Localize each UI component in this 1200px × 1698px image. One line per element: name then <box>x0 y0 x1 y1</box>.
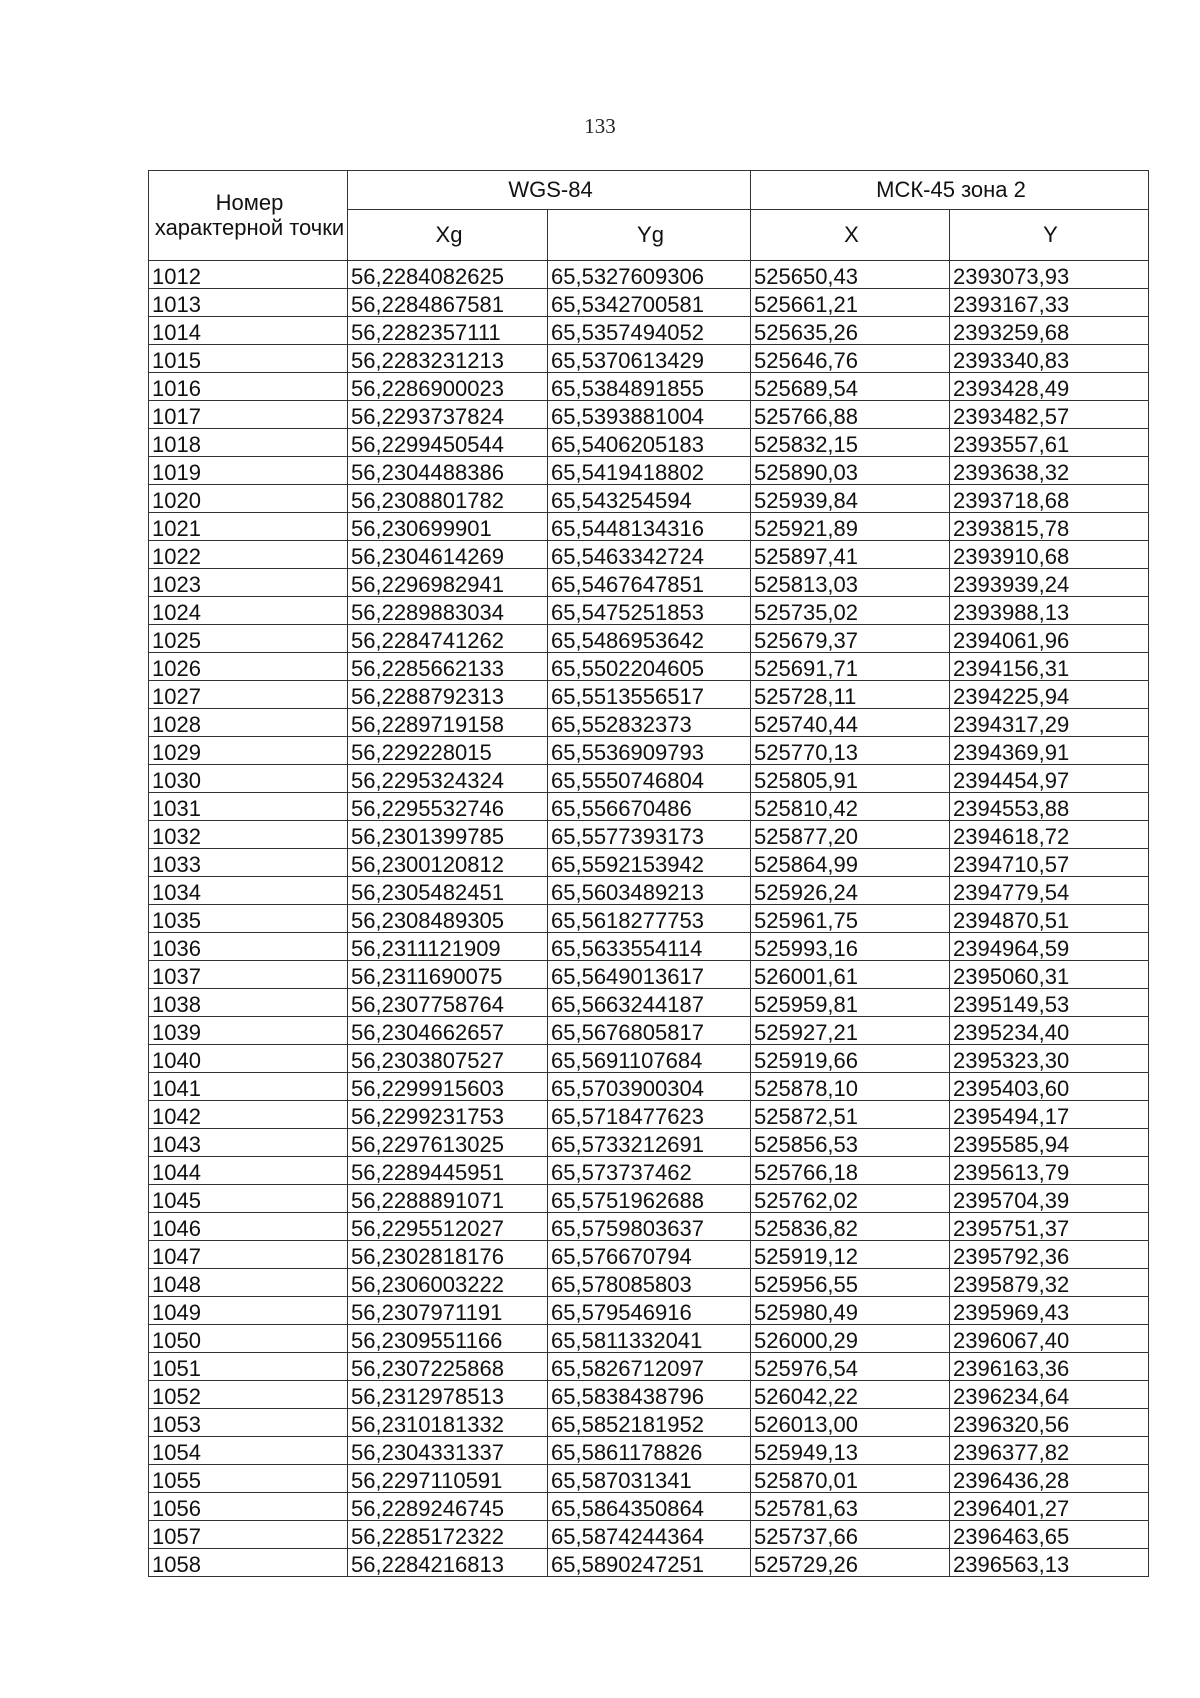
table-row <box>149 1157 1149 1185</box>
point-number-cell: 1057 <box>149 1521 348 1549</box>
y-cell: 2393167,33 <box>950 289 1149 317</box>
xg-cell: 56,2296982941 <box>348 569 548 597</box>
header-msk45: МСК-45 зона 2 <box>751 171 1149 210</box>
yg-cell: 65,543254594 <box>548 485 751 513</box>
x-cell: 525728,11 <box>751 681 950 709</box>
table-row <box>149 289 1149 317</box>
table-row <box>149 401 1149 429</box>
y-cell: 2394156,31 <box>950 653 1149 681</box>
x-cell: 525661,21 <box>751 289 950 317</box>
point-number-cell: 1047 <box>149 1241 348 1269</box>
point-number-cell: 1013 <box>149 289 348 317</box>
table-row <box>149 1241 1149 1269</box>
xg-cell: 56,2307971191 <box>348 1297 548 1325</box>
yg-cell: 65,5342700581 <box>548 289 751 317</box>
yg-cell: 65,5406205183 <box>548 429 751 457</box>
y-cell: 2395585,94 <box>950 1129 1149 1157</box>
table-body <box>149 261 1149 1577</box>
x-cell: 525926,24 <box>751 877 950 905</box>
table-row <box>149 1213 1149 1241</box>
point-number-cell: 1058 <box>149 1549 348 1577</box>
y-cell: 2395494,17 <box>950 1101 1149 1129</box>
xg-cell: 56,2285172322 <box>348 1521 548 1549</box>
table-row <box>149 485 1149 513</box>
table-row <box>149 1129 1149 1157</box>
yg-cell: 65,5448134316 <box>548 513 751 541</box>
yg-cell: 65,5852181952 <box>548 1409 751 1437</box>
yg-cell: 65,5327609306 <box>548 261 751 289</box>
yg-cell: 65,5603489213 <box>548 877 751 905</box>
yg-cell: 65,5874244364 <box>548 1521 751 1549</box>
point-number-cell: 1016 <box>149 373 348 401</box>
xg-cell: 56,2311121909 <box>348 933 548 961</box>
xg-cell: 56,2284741262 <box>348 625 548 653</box>
yg-cell: 65,5475251853 <box>548 597 751 625</box>
xg-cell: 56,2289883034 <box>348 597 548 625</box>
x-cell: 525781,63 <box>751 1493 950 1521</box>
yg-cell: 65,5691107684 <box>548 1045 751 1073</box>
x-cell: 525993,16 <box>751 933 950 961</box>
xg-cell: 56,2312978513 <box>348 1381 548 1409</box>
table-row <box>149 569 1149 597</box>
yg-cell: 65,5486953642 <box>548 625 751 653</box>
header-point-number: Номер характерной точки <box>149 171 348 261</box>
point-number-cell: 1056 <box>149 1493 348 1521</box>
point-number-cell: 1049 <box>149 1297 348 1325</box>
table-row <box>149 905 1149 933</box>
yg-cell: 65,5718477623 <box>548 1101 751 1129</box>
point-number-cell: 1017 <box>149 401 348 429</box>
xg-cell: 56,2295324324 <box>348 765 548 793</box>
table-row <box>149 541 1149 569</box>
table-row <box>149 765 1149 793</box>
yg-cell: 65,5592153942 <box>548 849 751 877</box>
point-number-cell: 1048 <box>149 1269 348 1297</box>
point-number-cell: 1052 <box>149 1381 348 1409</box>
yg-cell: 65,5513556517 <box>548 681 751 709</box>
point-number-cell: 1036 <box>149 933 348 961</box>
x-cell: 525956,55 <box>751 1269 950 1297</box>
table-row <box>149 793 1149 821</box>
table-row <box>149 1269 1149 1297</box>
table-row <box>149 1101 1149 1129</box>
y-cell: 2396401,27 <box>950 1493 1149 1521</box>
x-cell: 525872,51 <box>751 1101 950 1129</box>
xg-cell: 56,2303807527 <box>348 1045 548 1073</box>
point-number-cell: 1021 <box>149 513 348 541</box>
table-row <box>149 1297 1149 1325</box>
xg-cell: 56,2304331337 <box>348 1437 548 1465</box>
x-cell: 525870,01 <box>751 1465 950 1493</box>
x-cell: 525832,15 <box>751 429 950 457</box>
yg-cell: 65,5751962688 <box>548 1185 751 1213</box>
table-row <box>149 1549 1149 1577</box>
table-row <box>149 737 1149 765</box>
point-number-cell: 1042 <box>149 1101 348 1129</box>
xg-cell: 56,2310181332 <box>348 1409 548 1437</box>
xg-cell: 56,2289719158 <box>348 709 548 737</box>
xg-cell: 56,2308801782 <box>348 485 548 513</box>
yg-cell: 65,5703900304 <box>548 1073 751 1101</box>
table-row <box>149 1465 1149 1493</box>
table-row <box>149 1325 1149 1353</box>
yg-cell: 65,576670794 <box>548 1241 751 1269</box>
point-number-cell: 1014 <box>149 317 348 345</box>
x-cell: 525890,03 <box>751 457 950 485</box>
point-number-cell: 1018 <box>149 429 348 457</box>
yg-cell: 65,5384891855 <box>548 373 751 401</box>
x-cell: 525939,84 <box>751 485 950 513</box>
y-cell: 2393910,68 <box>950 541 1149 569</box>
y-cell: 2393073,93 <box>950 261 1149 289</box>
y-cell: 2394369,91 <box>950 737 1149 765</box>
point-number-cell: 1051 <box>149 1353 348 1381</box>
y-cell: 2395234,40 <box>950 1017 1149 1045</box>
table-row <box>149 653 1149 681</box>
y-cell: 2395792,36 <box>950 1241 1149 1269</box>
table-row <box>149 457 1149 485</box>
y-cell: 2394553,88 <box>950 793 1149 821</box>
table-header <box>149 171 1149 261</box>
y-cell: 2396163,36 <box>950 1353 1149 1381</box>
y-cell: 2396320,56 <box>950 1409 1149 1437</box>
yg-cell: 65,5357494052 <box>548 317 751 345</box>
xg-cell: 56,2308489305 <box>348 905 548 933</box>
x-cell: 525679,37 <box>751 625 950 653</box>
table-row <box>149 1437 1149 1465</box>
table-row <box>149 1493 1149 1521</box>
xg-cell: 56,2295532746 <box>348 793 548 821</box>
y-cell: 2393557,61 <box>950 429 1149 457</box>
table-row <box>149 1185 1149 1213</box>
point-number-cell: 1054 <box>149 1437 348 1465</box>
xg-cell: 56,2284867581 <box>348 289 548 317</box>
table-row <box>149 681 1149 709</box>
y-cell: 2396563,13 <box>950 1549 1149 1577</box>
yg-cell: 65,5618277753 <box>548 905 751 933</box>
x-cell: 525805,91 <box>751 765 950 793</box>
coordinates-table <box>148 170 1149 1577</box>
y-cell: 2396436,28 <box>950 1465 1149 1493</box>
xg-cell: 56,2305482451 <box>348 877 548 905</box>
y-cell: 2394454,97 <box>950 765 1149 793</box>
point-number-cell: 1015 <box>149 345 348 373</box>
point-number-cell: 1028 <box>149 709 348 737</box>
xg-cell: 56,2284216813 <box>348 1549 548 1577</box>
xg-cell: 56,2282357111 <box>348 317 548 345</box>
y-cell: 2393939,24 <box>950 569 1149 597</box>
point-number-cell: 1031 <box>149 793 348 821</box>
header-xg: Xg <box>348 210 548 261</box>
xg-cell: 56,2289246745 <box>348 1493 548 1521</box>
x-cell: 525976,54 <box>751 1353 950 1381</box>
x-cell: 525927,21 <box>751 1017 950 1045</box>
yg-cell: 65,5536909793 <box>548 737 751 765</box>
y-cell: 2393988,13 <box>950 597 1149 625</box>
table-row <box>149 849 1149 877</box>
xg-cell: 56,2304614269 <box>348 541 548 569</box>
yg-cell: 65,5759803637 <box>548 1213 751 1241</box>
y-cell: 2393482,57 <box>950 401 1149 429</box>
table-row <box>149 429 1149 457</box>
y-cell: 2396067,40 <box>950 1325 1149 1353</box>
xg-cell: 56,2297613025 <box>348 1129 548 1157</box>
xg-cell: 56,2304488386 <box>348 457 548 485</box>
x-cell: 526000,29 <box>751 1325 950 1353</box>
y-cell: 2394779,54 <box>950 877 1149 905</box>
y-cell: 2394964,59 <box>950 933 1149 961</box>
y-cell: 2393259,68 <box>950 317 1149 345</box>
y-cell: 2394317,29 <box>950 709 1149 737</box>
xg-cell: 56,2304662657 <box>348 1017 548 1045</box>
table-row <box>149 1381 1149 1409</box>
y-cell: 2394225,94 <box>950 681 1149 709</box>
yg-cell: 65,5393881004 <box>548 401 751 429</box>
xg-cell: 56,2302818176 <box>348 1241 548 1269</box>
point-number-cell: 1025 <box>149 625 348 653</box>
x-cell: 525961,75 <box>751 905 950 933</box>
xg-cell: 56,2311690075 <box>348 961 548 989</box>
table-row <box>149 317 1149 345</box>
yg-cell: 65,5811332041 <box>548 1325 751 1353</box>
y-cell: 2395323,30 <box>950 1045 1149 1073</box>
point-number-cell: 1046 <box>149 1213 348 1241</box>
x-cell: 525646,76 <box>751 345 950 373</box>
y-cell: 2394618,72 <box>950 821 1149 849</box>
yg-cell: 65,579546916 <box>548 1297 751 1325</box>
y-cell: 2395704,39 <box>950 1185 1149 1213</box>
yg-cell: 65,556670486 <box>548 793 751 821</box>
header-yg: Yg <box>548 210 751 261</box>
point-number-cell: 1044 <box>149 1157 348 1185</box>
yg-cell: 65,5577393173 <box>548 821 751 849</box>
yg-cell: 65,5502204605 <box>548 653 751 681</box>
page-number: 133 <box>584 114 616 138</box>
xg-cell: 56,230699901 <box>348 513 548 541</box>
y-cell: 2395751,37 <box>950 1213 1149 1241</box>
table-row <box>149 1017 1149 1045</box>
table-row <box>149 961 1149 989</box>
y-cell: 2396234,64 <box>950 1381 1149 1409</box>
yg-cell: 65,5838438796 <box>548 1381 751 1409</box>
xg-cell: 56,229228015 <box>348 737 548 765</box>
table-row <box>149 877 1149 905</box>
point-number-cell: 1041 <box>149 1073 348 1101</box>
y-cell: 2396377,82 <box>950 1437 1149 1465</box>
y-cell: 2395969,43 <box>950 1297 1149 1325</box>
x-cell: 525650,43 <box>751 261 950 289</box>
point-number-cell: 1038 <box>149 989 348 1017</box>
yg-cell: 65,5467647851 <box>548 569 751 597</box>
x-cell: 525919,12 <box>751 1241 950 1269</box>
table-row <box>149 933 1149 961</box>
header-wgs84: WGS-84 <box>348 171 751 210</box>
xg-cell: 56,2286900023 <box>348 373 548 401</box>
x-cell: 525635,26 <box>751 317 950 345</box>
yg-cell: 65,5633554114 <box>548 933 751 961</box>
xg-cell: 56,2285662133 <box>348 653 548 681</box>
point-number-cell: 1033 <box>149 849 348 877</box>
table-row <box>149 625 1149 653</box>
y-cell: 2393340,83 <box>950 345 1149 373</box>
y-cell: 2394870,51 <box>950 905 1149 933</box>
point-number-cell: 1024 <box>149 597 348 625</box>
x-cell: 525897,41 <box>751 541 950 569</box>
xg-cell: 56,2307758764 <box>348 989 548 1017</box>
yg-cell: 65,5463342724 <box>548 541 751 569</box>
xg-cell: 56,2307225868 <box>348 1353 548 1381</box>
yg-cell: 65,5676805817 <box>548 1017 751 1045</box>
table-row <box>149 513 1149 541</box>
xg-cell: 56,2295512027 <box>348 1213 548 1241</box>
x-cell: 526013,00 <box>751 1409 950 1437</box>
x-cell: 525959,81 <box>751 989 950 1017</box>
yg-cell: 65,573737462 <box>548 1157 751 1185</box>
yg-cell: 65,5890247251 <box>548 1549 751 1577</box>
xg-cell: 56,2306003222 <box>348 1269 548 1297</box>
xg-cell: 56,2299231753 <box>348 1101 548 1129</box>
y-cell: 2395403,60 <box>950 1073 1149 1101</box>
x-cell: 525740,44 <box>751 709 950 737</box>
xg-cell: 56,2283231213 <box>348 345 548 373</box>
y-cell: 2393815,78 <box>950 513 1149 541</box>
xg-cell: 56,2288891071 <box>348 1185 548 1213</box>
table-row <box>149 1353 1149 1381</box>
table-row <box>149 1521 1149 1549</box>
yg-cell: 65,5370613429 <box>548 345 751 373</box>
xg-cell: 56,2297110591 <box>348 1465 548 1493</box>
xg-cell: 56,2293737824 <box>348 401 548 429</box>
y-cell: 2395613,79 <box>950 1157 1149 1185</box>
x-cell: 525980,49 <box>751 1297 950 1325</box>
table-row <box>149 345 1149 373</box>
y-cell: 2395879,32 <box>950 1269 1149 1297</box>
point-number-cell: 1019 <box>149 457 348 485</box>
y-cell: 2394710,57 <box>950 849 1149 877</box>
yg-cell: 65,552832373 <box>548 709 751 737</box>
xg-cell: 56,2289445951 <box>348 1157 548 1185</box>
x-cell: 525729,26 <box>751 1549 950 1577</box>
point-number-cell: 1012 <box>149 261 348 289</box>
x-cell: 525766,88 <box>751 401 950 429</box>
yg-cell: 65,5826712097 <box>548 1353 751 1381</box>
point-number-cell: 1035 <box>149 905 348 933</box>
x-cell: 525836,82 <box>751 1213 950 1241</box>
x-cell: 525813,03 <box>751 569 950 597</box>
point-number-cell: 1039 <box>149 1017 348 1045</box>
yg-cell: 65,5663244187 <box>548 989 751 1017</box>
xg-cell: 56,2300120812 <box>348 849 548 877</box>
x-cell: 525919,66 <box>751 1045 950 1073</box>
point-number-cell: 1020 <box>149 485 348 513</box>
x-cell: 526042,22 <box>751 1381 950 1409</box>
point-number-cell: 1032 <box>149 821 348 849</box>
point-number-cell: 1053 <box>149 1409 348 1437</box>
xg-cell: 56,2301399785 <box>348 821 548 849</box>
table-row <box>149 373 1149 401</box>
x-cell: 525949,13 <box>751 1437 950 1465</box>
x-cell: 525689,54 <box>751 373 950 401</box>
x-cell: 525877,20 <box>751 821 950 849</box>
yg-cell: 65,5864350864 <box>548 1493 751 1521</box>
xg-cell: 56,2288792313 <box>348 681 548 709</box>
table-row <box>149 989 1149 1017</box>
xg-cell: 56,2309551166 <box>348 1325 548 1353</box>
yg-cell: 65,587031341 <box>548 1465 751 1493</box>
x-cell: 526001,61 <box>751 961 950 989</box>
point-number-cell: 1045 <box>149 1185 348 1213</box>
header-y: Y <box>950 210 1149 261</box>
yg-cell: 65,578085803 <box>548 1269 751 1297</box>
yg-cell: 65,5419418802 <box>548 457 751 485</box>
x-cell: 525766,18 <box>751 1157 950 1185</box>
table-row <box>149 1073 1149 1101</box>
point-number-cell: 1034 <box>149 877 348 905</box>
x-cell: 525762,02 <box>751 1185 950 1213</box>
x-cell: 525878,10 <box>751 1073 950 1101</box>
x-cell: 525864,99 <box>751 849 950 877</box>
y-cell: 2393638,32 <box>950 457 1149 485</box>
table-row <box>149 261 1149 289</box>
table-row <box>149 1045 1149 1073</box>
x-cell: 525737,66 <box>751 1521 950 1549</box>
xg-cell: 56,2299915603 <box>348 1073 548 1101</box>
y-cell: 2396463,65 <box>950 1521 1149 1549</box>
table-row <box>149 821 1149 849</box>
x-cell: 525735,02 <box>751 597 950 625</box>
xg-cell: 56,2284082625 <box>348 261 548 289</box>
yg-cell: 65,5550746804 <box>548 765 751 793</box>
table-row <box>149 709 1149 737</box>
yg-cell: 65,5649013617 <box>548 961 751 989</box>
x-cell: 525810,42 <box>751 793 950 821</box>
yg-cell: 65,5733212691 <box>548 1129 751 1157</box>
x-cell: 525856,53 <box>751 1129 950 1157</box>
y-cell: 2394061,96 <box>950 625 1149 653</box>
point-number-cell: 1050 <box>149 1325 348 1353</box>
point-number-cell: 1022 <box>149 541 348 569</box>
table-row <box>149 1409 1149 1437</box>
point-number-cell: 1055 <box>149 1465 348 1493</box>
x-cell: 525691,71 <box>751 653 950 681</box>
y-cell: 2393718,68 <box>950 485 1149 513</box>
point-number-cell: 1043 <box>149 1129 348 1157</box>
xg-cell: 56,2299450544 <box>348 429 548 457</box>
point-number-cell: 1029 <box>149 737 348 765</box>
point-number-cell: 1023 <box>149 569 348 597</box>
point-number-cell: 1030 <box>149 765 348 793</box>
point-number-cell: 1026 <box>149 653 348 681</box>
point-number-cell: 1037 <box>149 961 348 989</box>
x-cell: 525921,89 <box>751 513 950 541</box>
y-cell: 2393428,49 <box>950 373 1149 401</box>
x-cell: 525770,13 <box>751 737 950 765</box>
point-number-cell: 1027 <box>149 681 348 709</box>
table-row <box>149 597 1149 625</box>
yg-cell: 65,5861178826 <box>548 1437 751 1465</box>
y-cell: 2395149,53 <box>950 989 1149 1017</box>
y-cell: 2395060,31 <box>950 961 1149 989</box>
header-x: X <box>751 210 950 261</box>
point-number-cell: 1040 <box>149 1045 348 1073</box>
